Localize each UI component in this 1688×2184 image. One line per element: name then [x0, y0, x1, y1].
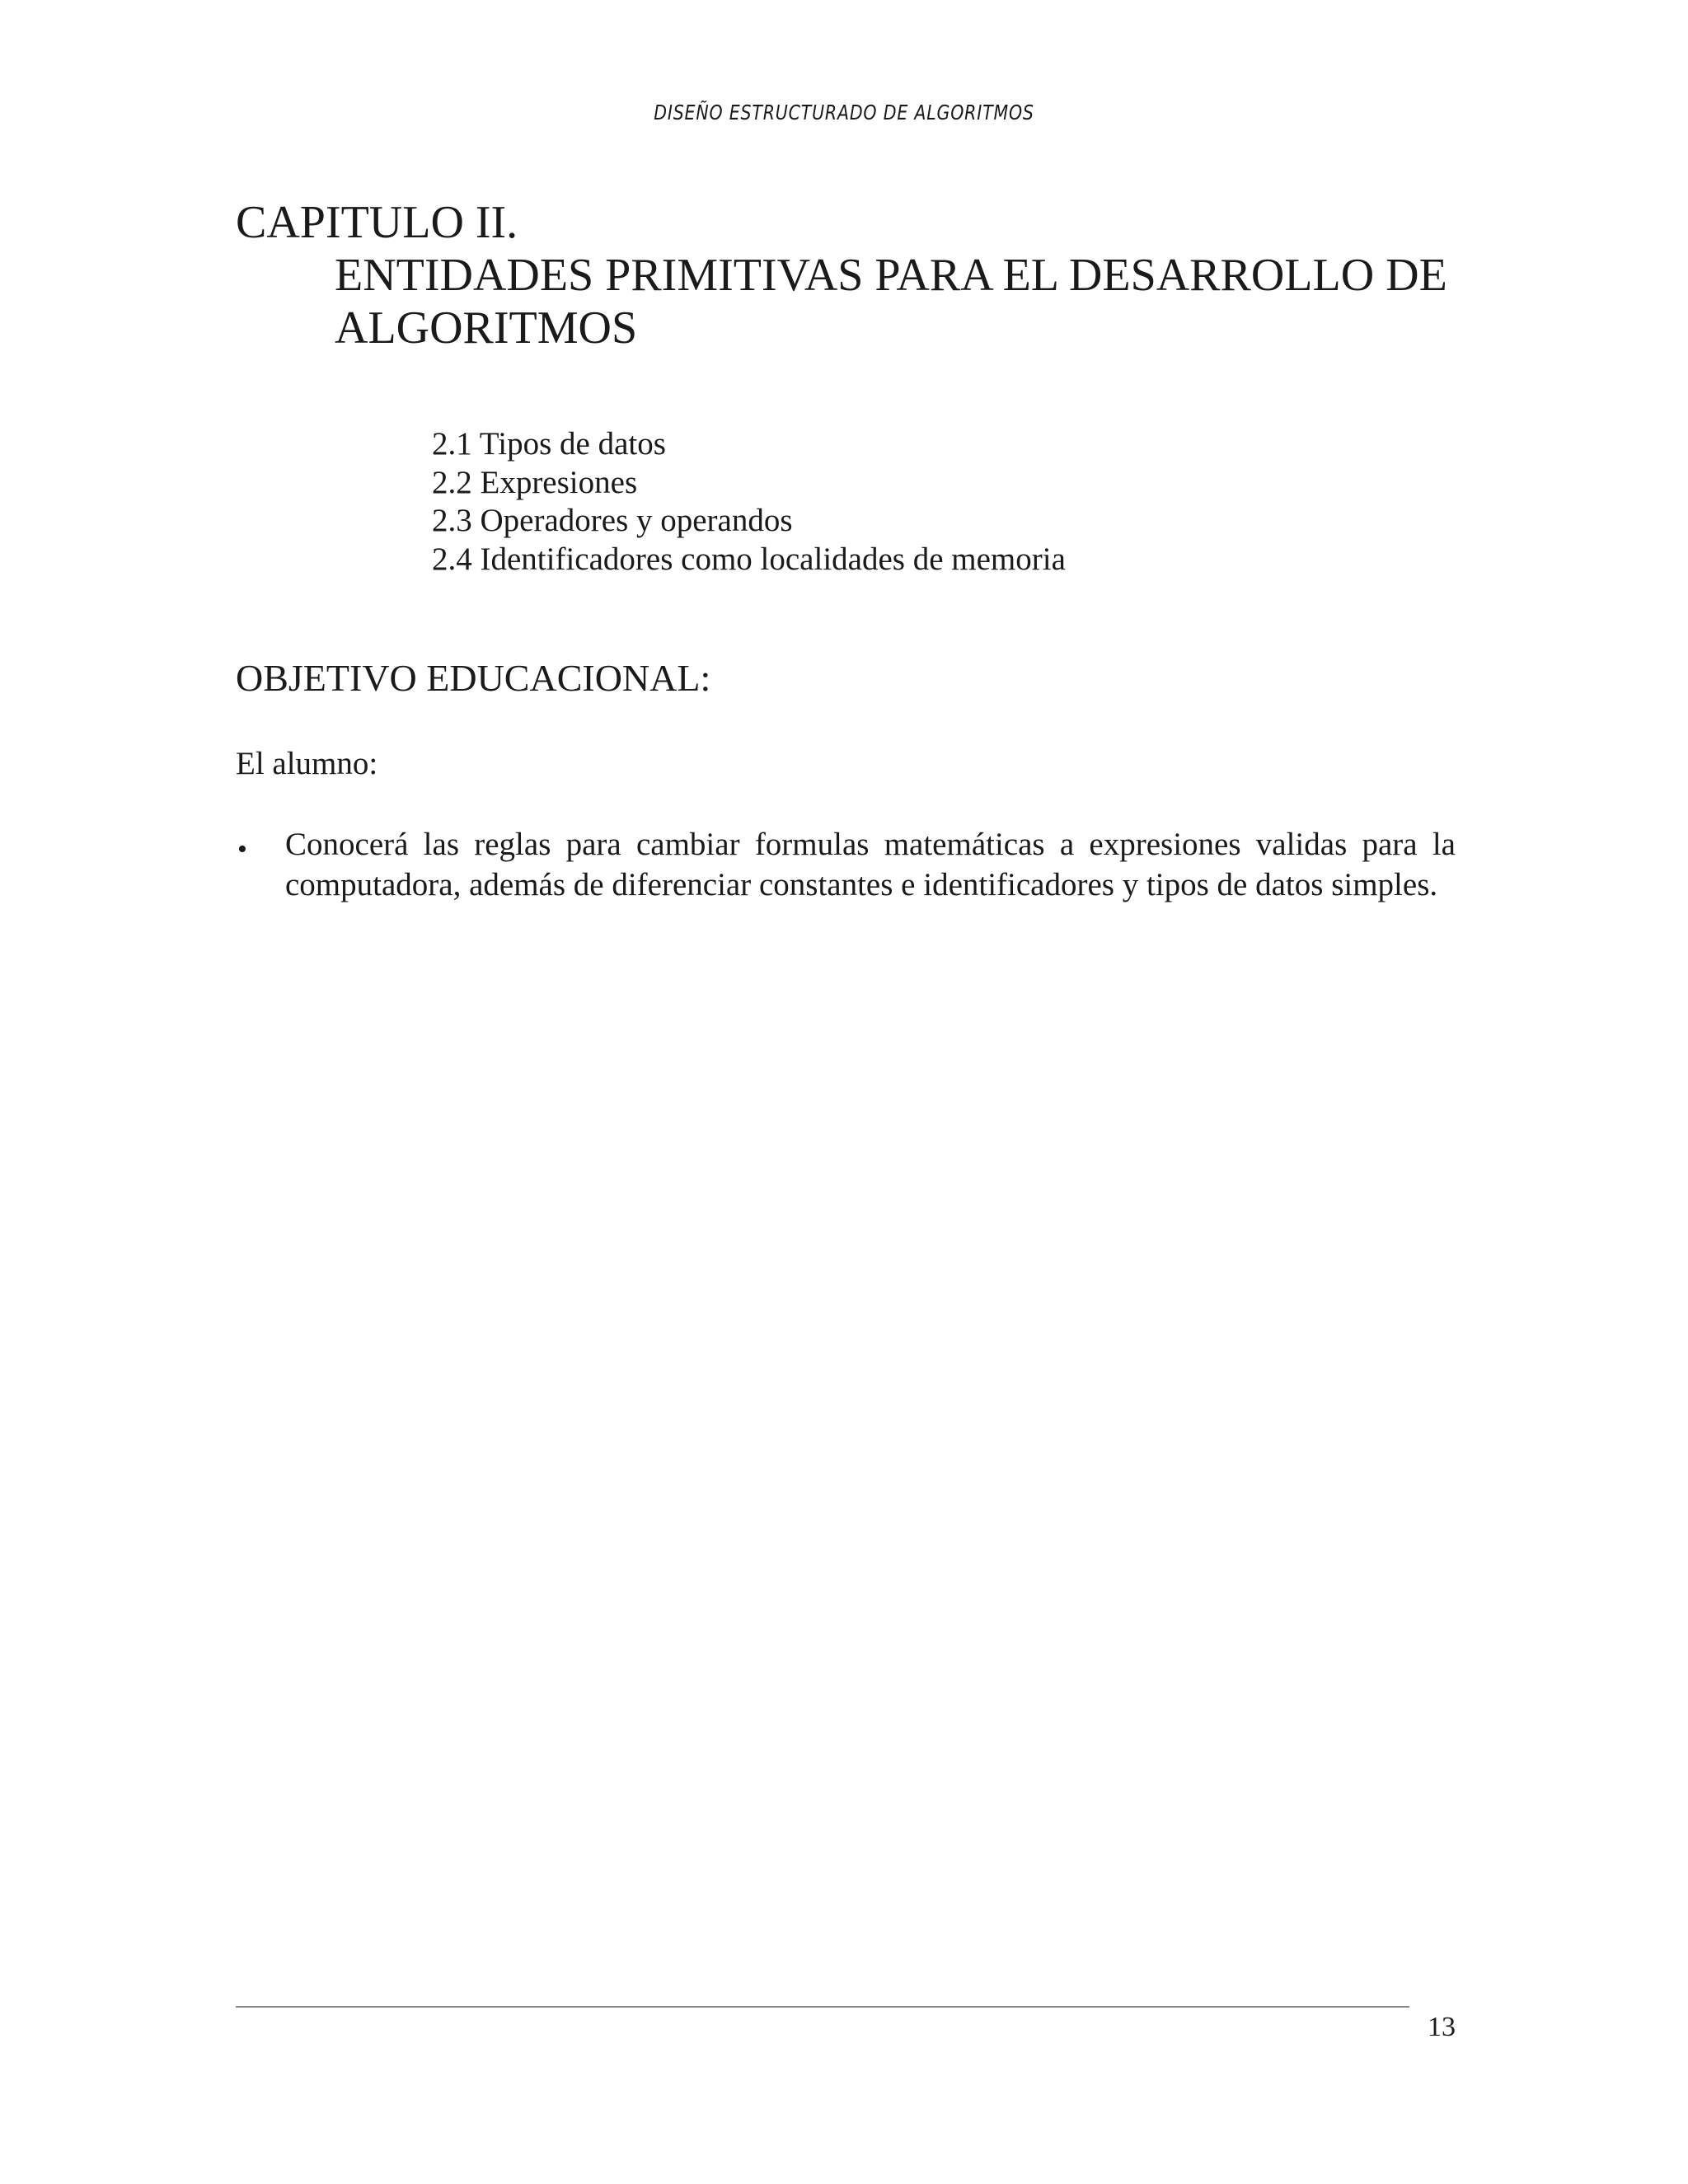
chapter-title-line-2: ALGORITMOS — [335, 302, 638, 354]
chapter-title — [335, 249, 1522, 354]
toc-item: 2.1 Tipos de datos — [432, 426, 666, 462]
toc-item: 2.4 Identificadores como localidades de memoria — [432, 541, 1066, 577]
page-number: 13 — [1428, 2012, 1456, 2042]
objective-bullet-text: Conocerá las reglas para cambiar formulas matemáticas a expresiones validas para la computadora, además de diferenciar constantes e identificadores y tipos de datos simples. — [285, 827, 1456, 902]
objective-heading: OBJETIVO EDUCACIONAL: — [236, 657, 711, 699]
chapter-number: CAPITULO II. — [236, 197, 518, 248]
footer-divider — [236, 2006, 1409, 2008]
toc-item: 2.3 Operadores y operandos — [432, 503, 793, 538]
bullet-icon: • — [237, 834, 247, 865]
student-label: El alumno: — [236, 746, 378, 781]
toc-item: 2.2 Expresiones — [432, 464, 638, 500]
chapter-title-line-1: ENTIDADES PRIMITIVAS PARA EL DESARROLLO DE — [335, 250, 1447, 301]
running-header: DISEÑO ESTRUCTURADO DE ALGORITMOS — [654, 101, 1034, 124]
chapter-contents-list — [432, 425, 1066, 579]
